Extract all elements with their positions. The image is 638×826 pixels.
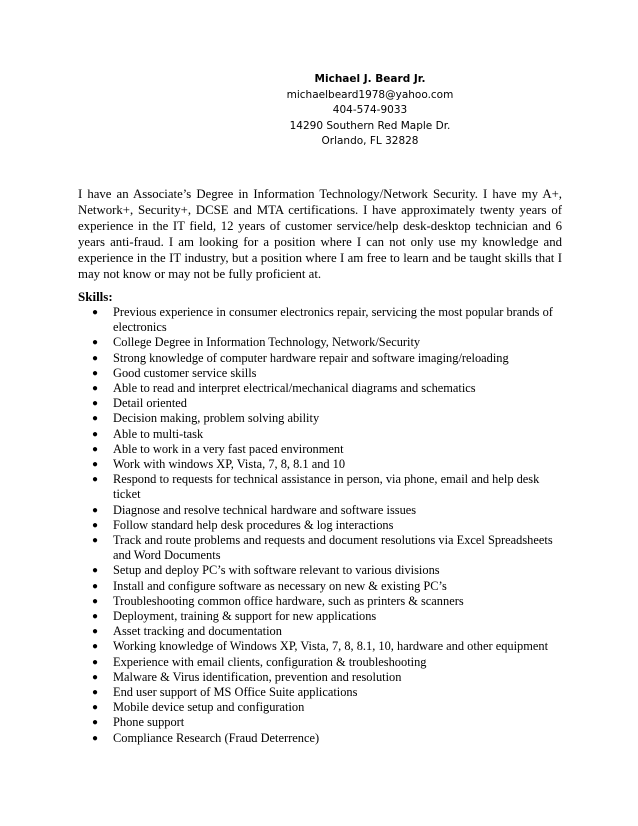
bullet-icon: ● [92, 656, 99, 668]
skill-text: Able to work in a very fast paced environment [113, 441, 344, 456]
bullet-icon: ● [92, 535, 99, 547]
bullet-icon: ● [92, 383, 99, 395]
skill-text: Detail oriented [113, 396, 187, 411]
skill-item [78, 533, 562, 563]
skill-item [78, 624, 562, 639]
skill-text: Install and configure software as necessary on new & existing PC’s [113, 578, 447, 593]
contact-city: Orlando, FL 32828 [321, 135, 419, 147]
contact-phone: 404-574-9033 [332, 104, 408, 116]
bullet-icon: ● [92, 626, 99, 638]
bullet-icon: ● [92, 519, 99, 531]
skill-item [78, 731, 562, 746]
skill-item [78, 381, 562, 396]
contact-name: Michael J. Beard Jr. [314, 73, 426, 85]
skill-item [78, 411, 562, 426]
skill-item [78, 715, 562, 730]
skill-text: Experience with email clients, configuration & troubleshooting [113, 654, 427, 669]
skill-text: Able to multi-task [113, 426, 204, 441]
bullet-icon: ● [92, 687, 99, 699]
skill-text: Mobile device setup and configuration [113, 700, 305, 715]
skill-item [78, 700, 562, 715]
bullet-icon: ● [92, 307, 99, 318]
skill-text: Diagnose and resolve technical hardware and software issues [113, 502, 417, 517]
skill-item [78, 442, 562, 457]
skill-item [78, 639, 562, 654]
skill-item [78, 396, 562, 411]
bullet-icon: ● [92, 732, 99, 744]
skill-item [78, 335, 562, 350]
skill-item [78, 609, 562, 624]
bullet-icon: ● [92, 565, 99, 577]
skill-text: End user support of MS Office Suite applications [113, 685, 358, 700]
skill-text: Deployment, training & support for new applications [113, 609, 377, 624]
skill-text: Respond to requests for technical assistance in person, via phone, email and help desk ticket [113, 472, 540, 502]
bullet-icon: ● [92, 671, 99, 683]
contact-email: michaelbeard1978@yahoo.com [286, 88, 454, 101]
skill-item [78, 305, 562, 335]
skill-text: Asset tracking and documentation [113, 624, 282, 639]
bullet-icon: ● [92, 337, 99, 349]
bullet-icon: ● [92, 611, 99, 623]
skill-text: Phone support [113, 715, 185, 730]
skill-text: Follow standard help desk procedures & log interactions [113, 517, 394, 532]
bullet-icon: ● [92, 367, 99, 379]
skill-item [78, 457, 562, 472]
skill-text: Malware & Virus identification, prevention and resolution [113, 669, 402, 684]
bullet-icon: ● [92, 352, 99, 364]
skill-text: Track and route problems and requests and document resolutions via Excel Spreadsheets and Word Documents [113, 533, 553, 563]
skill-text: Good customer service skills [113, 365, 257, 380]
skill-item [78, 503, 562, 518]
bullet-icon: ● [92, 428, 99, 440]
skill-item [78, 351, 562, 366]
bullet-icon: ● [92, 443, 99, 455]
skill-item [78, 579, 562, 594]
skill-item [78, 685, 562, 700]
skill-text: College Degree in Information Technology, Network/Security [113, 335, 421, 350]
skill-text: Previous experience in consumer electronics repair, servicing the most popular brands of electronics [113, 305, 553, 335]
bullet-icon: ● [92, 459, 99, 471]
bullet-icon: ● [92, 580, 99, 592]
skill-item [78, 472, 562, 502]
skill-text: Troubleshooting common office hardware, such as printers & scanners [113, 593, 464, 608]
skill-text: Strong knowledge of computer hardware repair and software imaging/reloading [113, 350, 509, 365]
skills-heading: Skills: [78, 289, 113, 304]
skill-text: Compliance Research (Fraud Deterrence) [113, 730, 320, 745]
contact-street: 14290 Southern Red Maple Dr. [289, 119, 451, 132]
bullet-icon: ● [92, 413, 99, 425]
skill-text: Setup and deploy PC’s with software relevant to various divisions [113, 563, 440, 578]
skill-text: Able to read and interpret electrical/mechanical diagrams and schematics [113, 381, 476, 396]
skills-list [78, 305, 562, 746]
bullet-icon: ● [92, 504, 99, 516]
skill-item [78, 366, 562, 381]
contact-block [240, 72, 500, 150]
skill-item [78, 518, 562, 533]
bullet-icon: ● [92, 641, 99, 653]
skill-item [78, 594, 562, 609]
summary-paragraph: I have an Associate’s Degree in Information Technology/Network Security. I have my A+, Network+, Security+, DCSE and MTA certifications. I have approximately twenty years of experience in the IT field, 12 years of customer service/help desk-desktop technician and 6 years anti-fraud. I am looking for a position where I can not only use my knowledge and experience in the IT industry, but a position where I am free to learn and be taught skills that I may not know or may not be fully proficient at. [78, 187, 562, 281]
skill-text: Working knowledge of Windows XP, Vista, 7, 8, 8.1, 10, hardware and other equipment [113, 639, 549, 654]
skill-item [78, 655, 562, 670]
skill-item [78, 670, 562, 685]
skill-text: Work with windows XP, Vista, 7, 8, 8.1 and 10 [113, 457, 346, 472]
bullet-icon: ● [92, 474, 99, 486]
bullet-icon: ● [92, 595, 99, 607]
bullet-icon: ● [92, 717, 99, 729]
skill-item [78, 427, 562, 442]
bullet-icon: ● [92, 398, 99, 410]
skill-item [78, 563, 562, 578]
skill-text: Decision making, problem solving ability [113, 411, 320, 426]
bullet-icon: ● [92, 702, 99, 714]
